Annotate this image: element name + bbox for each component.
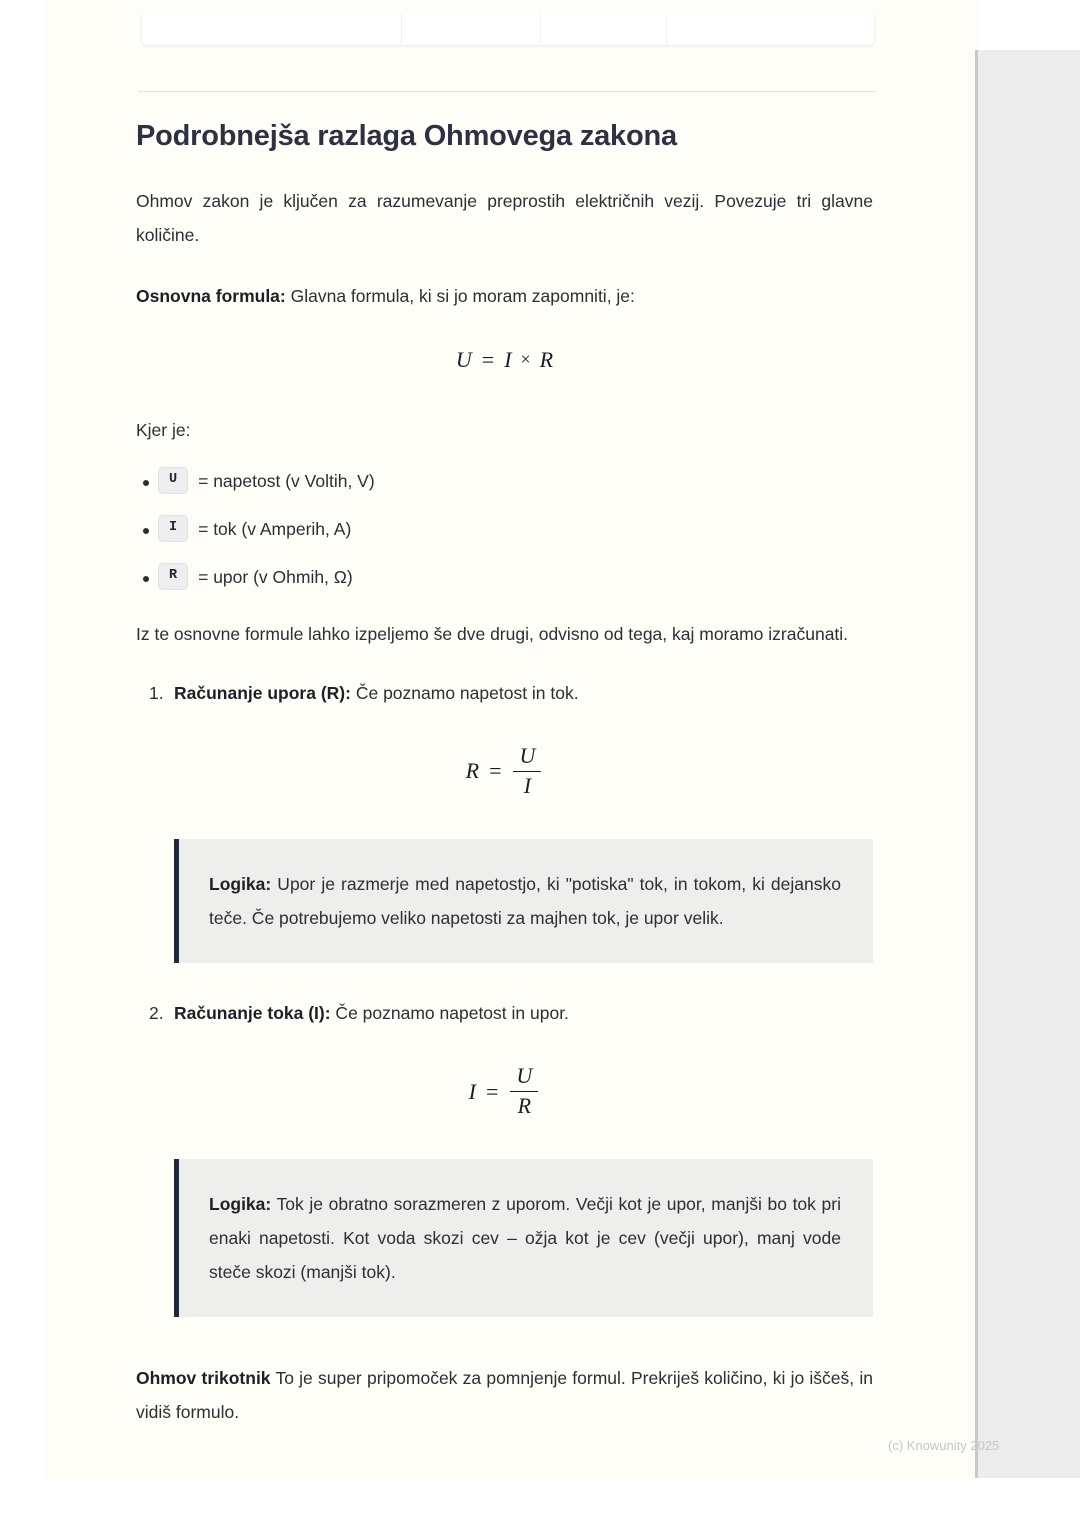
step-text: Če poznamo napetost in upor. [330, 1003, 569, 1024]
callout-label: Logika: [209, 1193, 272, 1214]
table-fragment-top [141, 14, 875, 46]
formula-intro-paragraph [136, 279, 873, 313]
fraction-denominator: R [517, 1093, 532, 1119]
formula-multiply: × [520, 349, 531, 370]
fraction-denominator: I [523, 773, 532, 799]
table-column-divider [540, 14, 541, 45]
table-column-divider [401, 14, 402, 45]
table-column-divider [666, 14, 667, 45]
triangle-label: Ohmov trikotnik [136, 1368, 271, 1389]
code-chip-resistance: R [158, 563, 188, 590]
intro-paragraph: Ohmov zakon je ključen za razumevanje preprostih električnih vezij. Povezuje tri glavne količine. [136, 191, 873, 246]
list-item [158, 515, 873, 543]
variable-list [136, 467, 873, 591]
step-text: Če poznamo napetost in tok. [350, 682, 579, 703]
variable-description: = napetost (v Voltih, V) [198, 470, 375, 491]
formula-lhs: U [455, 346, 472, 372]
formula-equals: = [481, 346, 495, 372]
fraction [511, 744, 543, 799]
logic-callout [174, 1159, 873, 1317]
formula-equals: = [489, 758, 502, 784]
variable-description: = tok (v Amperih, A) [198, 518, 352, 539]
formula-resistance: R [539, 346, 554, 372]
fraction-numerator: U [516, 1063, 533, 1089]
step-label: Računanje toka (I): [174, 1003, 331, 1024]
code-chip-voltage: U [158, 467, 188, 494]
formula-lhs: I [468, 1078, 476, 1104]
triangle-text: To je super pripomoček za pomnjenje formul. Prekriješ količino, ki jo iščeš, in vidiš formulo. [136, 1368, 873, 1423]
list-item [158, 563, 873, 591]
callout-label: Logika: [209, 873, 272, 894]
right-side-panel [978, 50, 1080, 1478]
fraction-numerator: U [519, 743, 536, 769]
formula-current: I [504, 346, 512, 372]
steps-list [136, 677, 873, 710]
formula-intro-text: Glavna formula, ki si jo moram zapomniti, je: [285, 285, 635, 306]
article-content [136, 118, 873, 1456]
derivation-paragraph: Iz te osnovne formule lahko izpeljemo še dve drugi, odvisno od tega, kaj moramo izračunati. [136, 623, 849, 644]
callout-text: Upor je razmerje med napetostjo, ki "potiska" tok, in tokom, ki dejansko teče. Če potrebujemo veliko napetosti za majhen tok, je upor velik. [209, 873, 841, 928]
copyright-watermark: (c) Knowunity 2025 [888, 1438, 1000, 1453]
callout-paragraph [209, 1187, 841, 1289]
current-formula [136, 1064, 873, 1119]
callout-paragraph [209, 867, 841, 935]
triangle-paragraph [136, 1361, 873, 1429]
list-item [158, 467, 873, 495]
variable-description: = upor (v Ohmih, Ω) [198, 566, 353, 587]
document-page [45, 0, 978, 1478]
callout-text: Tok je obratno sorazmeren z uporom. Večji kot je upor, manjši bo tok pri enaki napetosti. Kot voda skozi cev – ožja kot je cev (večji upor), manj vode steče skozi (manjši tok). [209, 1193, 841, 1283]
main-formula [136, 347, 873, 373]
formula-label: Osnovna formula: [136, 285, 286, 306]
logic-callout [174, 839, 873, 963]
formula-equals: = [486, 1078, 499, 1104]
where-label: Kjer je: [136, 419, 191, 440]
fraction [508, 1064, 540, 1119]
code-chip-current: I [158, 515, 188, 542]
step-label: Računanje upora (R): [174, 682, 351, 703]
list-item [174, 997, 873, 1030]
resistance-formula [136, 744, 873, 799]
page-title: Podrobnejša razlaga Ohmovega zakona [136, 120, 677, 152]
section-divider [138, 91, 875, 92]
steps-list [136, 997, 873, 1030]
formula-lhs: R [465, 758, 480, 784]
list-item [174, 677, 873, 710]
